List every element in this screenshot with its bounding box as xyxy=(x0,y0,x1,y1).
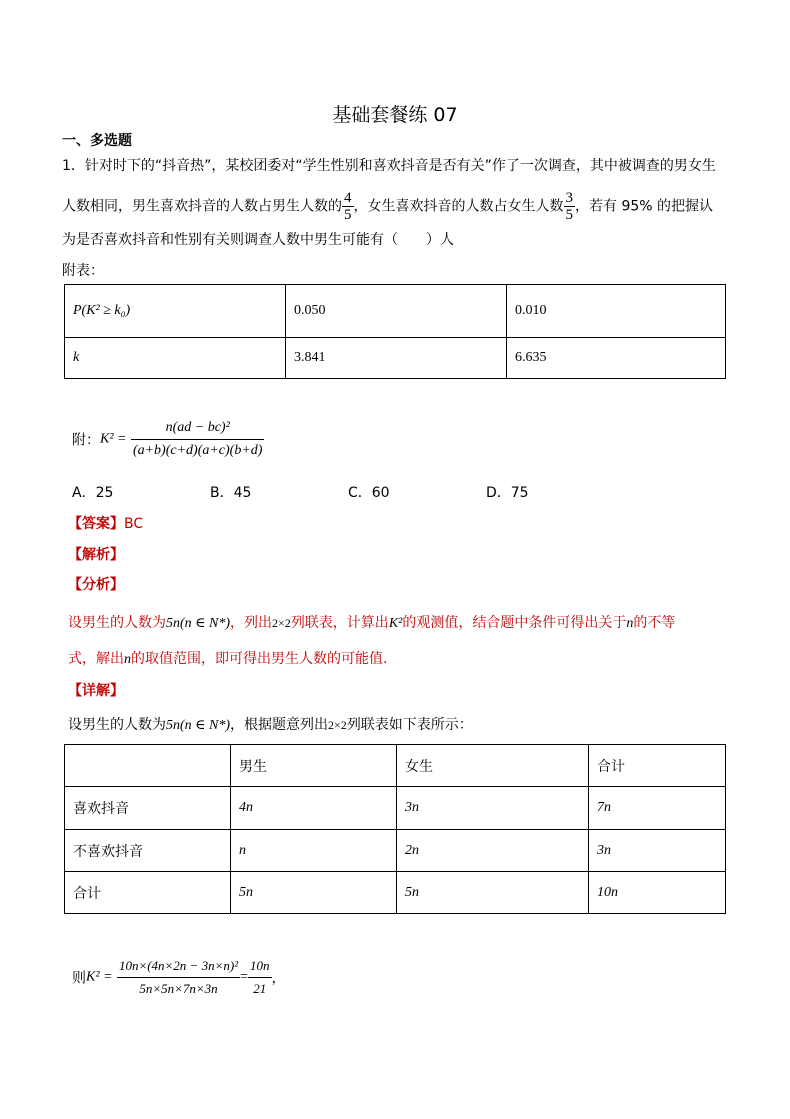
final-lhs: K² = xyxy=(86,969,113,985)
table-cell: 合计 xyxy=(65,872,231,914)
fenxi-text: 式，解出 xyxy=(68,651,124,667)
table-row xyxy=(65,872,726,914)
option-b: B．45 xyxy=(210,485,252,501)
fraction-four-fifths xyxy=(342,190,354,223)
detail-line xyxy=(68,715,473,736)
table-cell: 不喜欢抖音 xyxy=(65,830,231,872)
formula-fraction xyxy=(131,420,265,459)
detail-text: ，根据题意列出 xyxy=(230,717,329,733)
table-header-cell: 女生 xyxy=(397,745,589,787)
detail-text: 设男生的人数为 xyxy=(68,717,166,733)
final-suffix: ， xyxy=(271,970,286,987)
option-c: C．60 xyxy=(348,485,390,501)
question-line-1 xyxy=(62,156,716,176)
fenxi-text: ，列出 xyxy=(230,615,273,631)
formula-lhs: K² = xyxy=(100,431,127,447)
question-number: 1． xyxy=(62,158,85,174)
fenxi-math: 5n(n ∈ N*) xyxy=(166,616,231,631)
table-row xyxy=(65,830,726,872)
analysis-label: 【解析】 xyxy=(68,547,124,563)
final-result-den: 21 xyxy=(248,977,272,997)
fenxi-text: 列联表，计算出 xyxy=(290,615,389,631)
final-numerator: 10n×(4n×2n − 3n×n)² xyxy=(118,958,239,973)
fenxi-math: n xyxy=(124,652,131,667)
table-row xyxy=(65,285,726,338)
table-cell: P(K² ≥ k₀) xyxy=(65,285,286,338)
table-header-cell: 男生 xyxy=(231,745,397,787)
option-a: A．25 xyxy=(72,485,114,501)
option-d: D．75 xyxy=(486,485,529,501)
table-cell: 0.050 xyxy=(286,285,507,338)
table-cell: 3n xyxy=(397,787,589,830)
table-row xyxy=(65,787,726,830)
page-title: 基础套餐练 07 xyxy=(332,104,458,126)
table-cell: 3n xyxy=(589,830,726,872)
formula-prefix: 附： xyxy=(72,432,100,449)
final-result xyxy=(248,958,272,997)
table-cell: 6.635 xyxy=(507,338,726,379)
question-text-2a: 人数相同，男生喜欢抖音的人数占男生人数的 xyxy=(62,198,342,215)
table-cell: n xyxy=(231,830,397,872)
table-header-row xyxy=(65,745,726,787)
final-fraction xyxy=(117,958,240,997)
question-text-1: 针对时下的“抖音热”，某校团委对“学生性别和喜欢抖音是否有关”作了一次调查，其中被调查的男女生 xyxy=(84,158,716,174)
detail-text: 列联表如下表所示： xyxy=(346,717,473,733)
critical-value-table xyxy=(64,284,726,379)
table-cell: 2n xyxy=(397,830,589,872)
table-cell: 喜欢抖音 xyxy=(65,787,231,830)
detail-label: 【详解】 xyxy=(68,683,124,699)
table-cell: 4n xyxy=(231,787,397,830)
table-cell: 3.841 xyxy=(286,338,507,379)
fenxi-math: n xyxy=(626,616,634,631)
final-prefix: 则 xyxy=(72,970,86,987)
detail-math: 5n(n ∈ N*) xyxy=(166,718,231,733)
table-cell: 0.010 xyxy=(507,285,726,338)
table-cell: 5n xyxy=(231,872,397,914)
answer-line xyxy=(68,513,143,533)
section-heading: 一、多选题 xyxy=(62,133,132,149)
table-cell: 10n xyxy=(589,872,726,914)
table-cell: 7n xyxy=(589,787,726,830)
detail-math: 2×2 xyxy=(328,718,347,732)
final-equals: = xyxy=(240,969,248,985)
final-result-num: 10n xyxy=(250,958,270,973)
formula-numerator: n(ad − bc)² xyxy=(165,420,230,435)
table-row xyxy=(65,338,726,379)
fenxi-label: 【分析】 xyxy=(68,577,124,593)
fraction-three-fifths xyxy=(564,190,576,223)
chi-square-formula xyxy=(72,420,264,459)
question-line-3: 为是否喜欢抖音和性别有关则调查人数中男生可能有（ ）人 xyxy=(62,232,454,248)
answer-label: 【答案】 xyxy=(68,516,124,532)
frac1-num: 4 xyxy=(344,190,352,206)
fenxi-text: 的取值范围，即可得出男生人数的可能值. xyxy=(131,651,388,667)
question-text-2b: ，女生喜欢抖音的人数占女生人数 xyxy=(353,198,564,215)
fenxi-text: 设男生的人数为 xyxy=(68,615,166,631)
final-computation xyxy=(72,958,286,997)
frac2-den: 5 xyxy=(565,207,573,223)
table-cell: k xyxy=(65,338,286,379)
fenxi-line-2 xyxy=(68,648,387,668)
question-line-2 xyxy=(62,190,713,223)
table-header-cell xyxy=(65,745,231,787)
table-header-cell: 合计 xyxy=(589,745,726,787)
final-denominator: 5n×5n×7n×3n xyxy=(117,977,240,997)
table-cell: 5n xyxy=(397,872,589,914)
frac2-num: 3 xyxy=(565,190,573,206)
contingency-table xyxy=(64,744,726,914)
fenxi-text: 的观测值，结合题中条件可得出关于 xyxy=(402,615,627,631)
question-text-2c: ，若有 95% 的把握认 xyxy=(575,198,714,215)
fenxi-line-1 xyxy=(68,612,675,632)
appendix-label: 附表： xyxy=(62,263,104,279)
fenxi-math: 2×2 xyxy=(272,616,291,630)
answer-value: BC xyxy=(124,516,144,532)
fenxi-text: 的不等 xyxy=(633,615,676,631)
frac1-den: 5 xyxy=(344,207,352,223)
fenxi-math: K² xyxy=(388,616,403,631)
formula-denominator: (a+b)(c+d)(a+c)(b+d) xyxy=(131,439,265,459)
